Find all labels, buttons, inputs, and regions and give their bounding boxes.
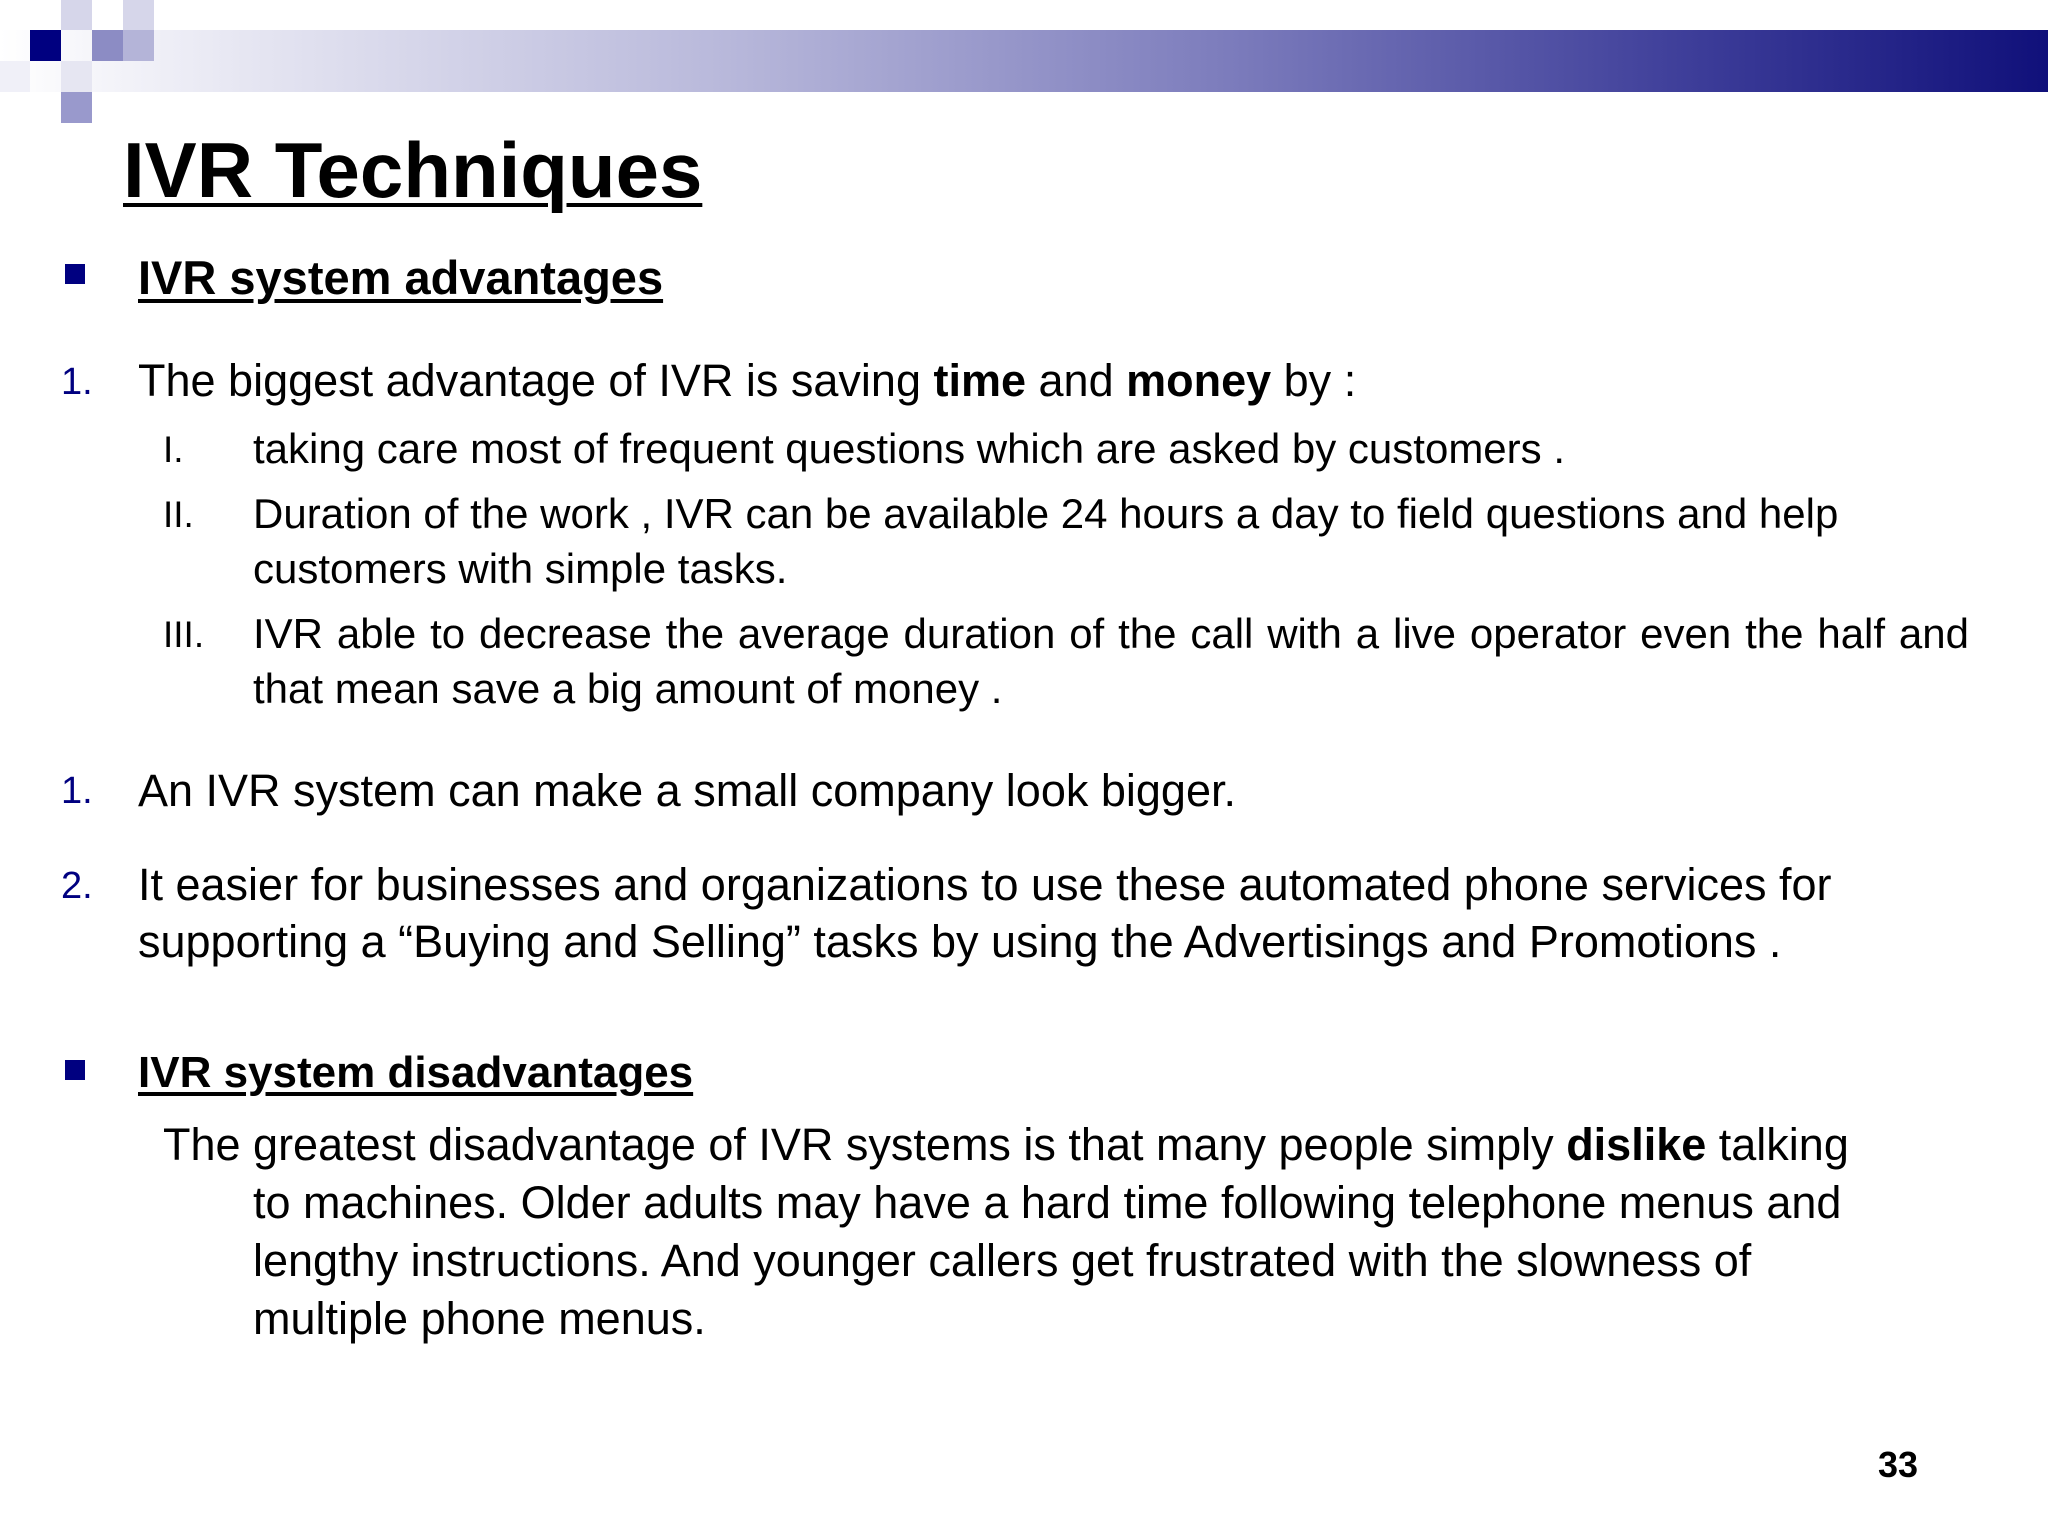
sub-item: taking care most of frequent questions which are asked by customers . — [253, 425, 1565, 472]
sub-item: Duration of the work , IVR can be available 24 hours a day to field questions and help customers with simple tasks. — [253, 490, 1839, 592]
sub-item-numeral: I. — [163, 429, 184, 470]
square-bullet-icon — [65, 264, 85, 284]
advantage-item-3: It easier for businesses and organizations to use these automated phone services for supporting a “Buying and Selling” tasks by using the Advertisings and Promotions . — [138, 859, 1832, 967]
sub-item-numeral: II. — [163, 494, 194, 535]
advantage-item-1: The biggest advantage of IVR is saving time and money by : — [138, 355, 1357, 406]
decor-square — [123, 0, 154, 30]
advantage-item-2: An IVR system can make a small company look bigger. — [138, 765, 1236, 816]
decor-square — [61, 0, 92, 30]
decor-square — [92, 30, 123, 61]
disadvantages-heading: IVR system disadvantages — [138, 1048, 694, 1097]
header-gradient-bar — [0, 30, 2048, 92]
page-number: 33 — [1878, 1444, 1919, 1485]
list-number: 1. — [61, 770, 93, 812]
decor-square — [61, 92, 92, 123]
sub-item: IVR able to decrease the average duration of the call with a live operator even the half and that mean save a big amount of money . — [253, 610, 1969, 712]
list-number: 1. — [61, 361, 93, 403]
decor-square — [61, 61, 92, 92]
advantages-heading: IVR system advantages — [138, 251, 664, 304]
list-number: 2. — [61, 865, 93, 907]
decor-square — [0, 61, 30, 92]
decor-square — [30, 30, 61, 61]
square-bullet-icon — [65, 1060, 85, 1080]
disadvantages-paragraph: The greatest disadvantage of IVR systems is that many people simply dislike talking to machines. Older adults may have a hard time following telephone menus and lengthy instructions. And younger callers get frustrated with the slowness of multiple phone menus. — [163, 1119, 1849, 1344]
decor-square — [123, 30, 154, 61]
sub-item-numeral: III. — [163, 614, 205, 655]
slide-title: IVR Techniques — [123, 126, 703, 214]
